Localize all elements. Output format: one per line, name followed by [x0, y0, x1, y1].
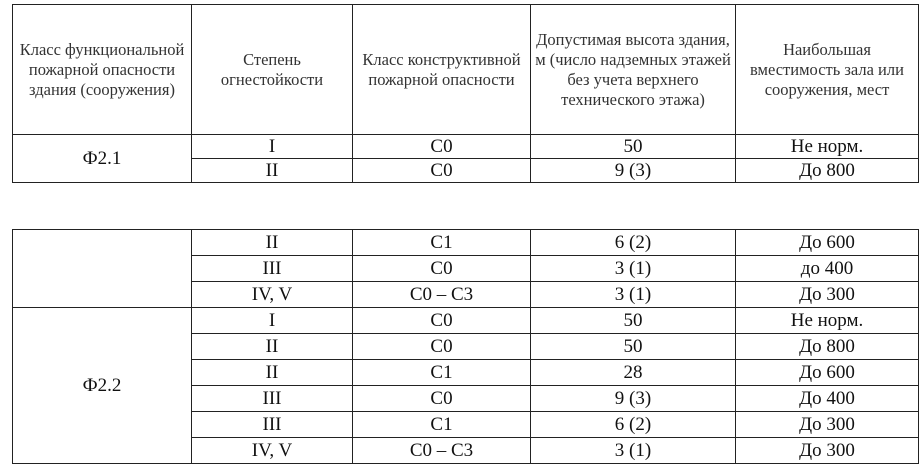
degree-cell: III	[192, 386, 353, 412]
structural-class-cell: С0	[353, 256, 531, 282]
capacity-cell: До 800	[736, 159, 919, 183]
table-row	[13, 308, 919, 334]
degree-cell: III	[192, 256, 353, 282]
capacity-cell: До 600	[736, 360, 919, 386]
capacity-cell: До 300	[736, 438, 919, 464]
functional-class-cell: Ф2.1	[13, 135, 192, 183]
structural-class-cell: С0	[353, 135, 531, 159]
structural-class-cell: С0	[353, 386, 531, 412]
degree-cell: II	[192, 360, 353, 386]
capacity-cell: До 800	[736, 334, 919, 360]
height-cell: 9 (3)	[531, 159, 736, 183]
height-cell: 6 (2)	[531, 230, 736, 256]
structural-class-cell: С0	[353, 334, 531, 360]
structural-class-cell: С0	[353, 159, 531, 183]
functional-class-cell-continued	[13, 230, 192, 308]
height-cell: 9 (3)	[531, 386, 736, 412]
degree-cell: III	[192, 412, 353, 438]
header-row	[13, 5, 919, 135]
height-cell: 50	[531, 135, 736, 159]
header-max-capacity: Наибольшая вместимость зала или сооружения, мест	[736, 5, 919, 135]
fire-safety-table-bottom	[12, 229, 919, 464]
height-cell: 3 (1)	[531, 282, 736, 308]
header-allowed-height: Допустимая высота здания, м (число надземных этажей без учета верхнего технического этажа)	[531, 5, 736, 135]
height-cell: 3 (1)	[531, 256, 736, 282]
height-cell: 3 (1)	[531, 438, 736, 464]
capacity-cell: До 300	[736, 412, 919, 438]
degree-cell: I	[192, 308, 353, 334]
table-row	[13, 135, 919, 159]
height-cell: 6 (2)	[531, 412, 736, 438]
degree-cell: I	[192, 135, 353, 159]
fire-safety-table-top	[12, 4, 919, 183]
height-cell: 28	[531, 360, 736, 386]
header-structural-hazard-class: Класс конструктивной пожарной опасности	[353, 5, 531, 135]
structural-class-cell: С1	[353, 360, 531, 386]
header-fire-resistance-degree: Степень огнестойкости	[192, 5, 353, 135]
height-cell: 50	[531, 308, 736, 334]
structural-class-cell: С1	[353, 412, 531, 438]
capacity-cell: До 400	[736, 386, 919, 412]
structural-class-cell: С0 – С3	[353, 438, 531, 464]
degree-cell: II	[192, 334, 353, 360]
capacity-cell: до 400	[736, 256, 919, 282]
structural-class-cell: С0 – С3	[353, 282, 531, 308]
capacity-cell: Не норм.	[736, 308, 919, 334]
capacity-cell: Не норм.	[736, 135, 919, 159]
structural-class-cell: С1	[353, 230, 531, 256]
capacity-cell: До 600	[736, 230, 919, 256]
degree-cell: II	[192, 230, 353, 256]
structural-class-cell: С0	[353, 308, 531, 334]
degree-cell: IV, V	[192, 282, 353, 308]
degree-cell: II	[192, 159, 353, 183]
functional-class-cell: Ф2.2	[13, 308, 192, 464]
height-cell: 50	[531, 334, 736, 360]
degree-cell: IV, V	[192, 438, 353, 464]
table-row	[13, 230, 919, 256]
capacity-cell: До 300	[736, 282, 919, 308]
header-functional-class: Класс функциональной пожарной опасности здания (сооружения)	[13, 5, 192, 135]
